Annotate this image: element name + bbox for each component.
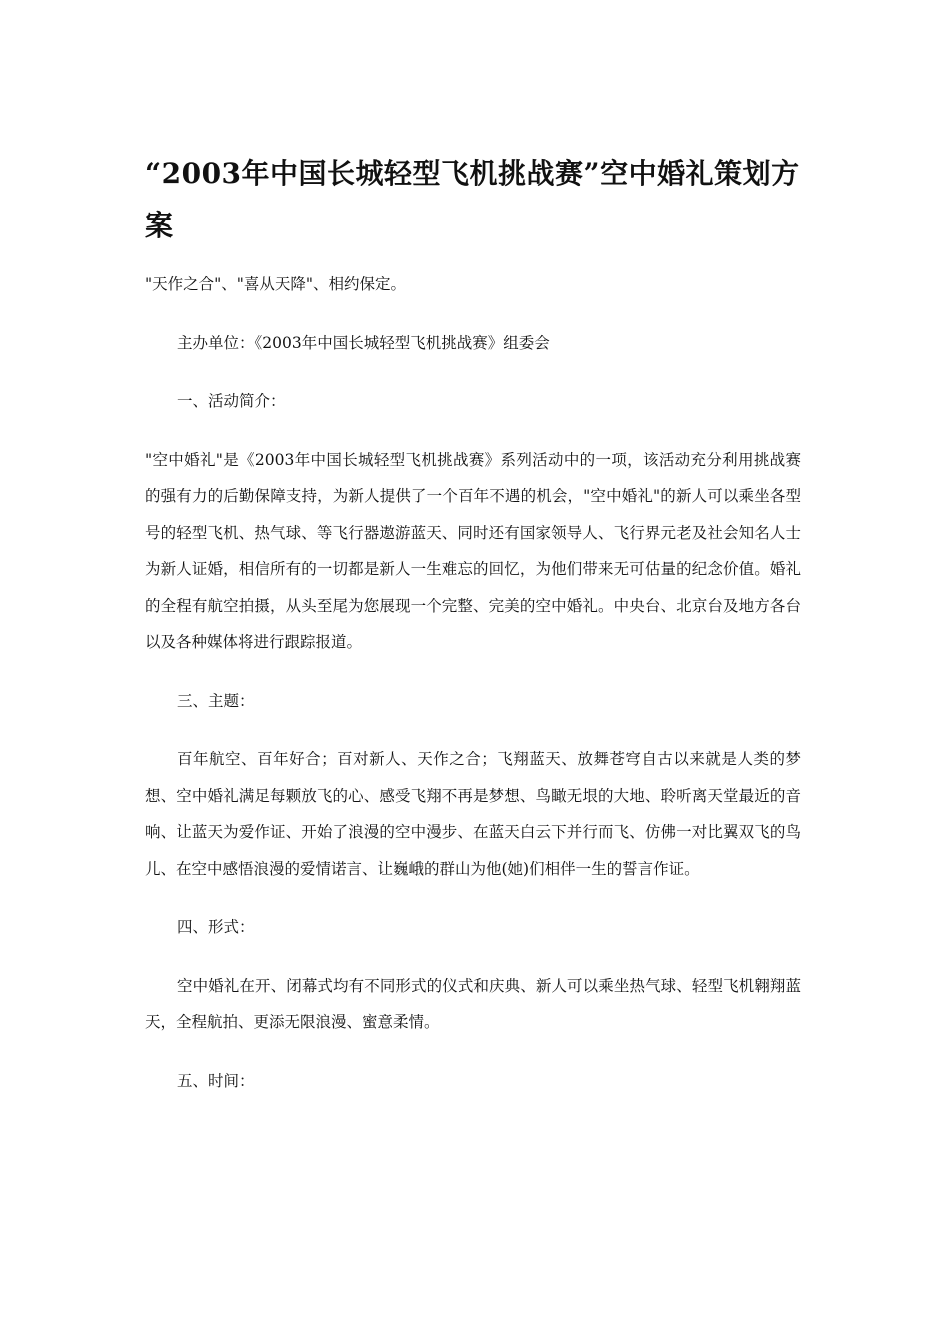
section-heading-intro: 一、活动简介： bbox=[177, 392, 286, 410]
intro-paragraph: "空中婚礼"是《2003年中国长城轻型飞机挑战赛》系列活动中的一项，该活动充分利用挑战赛的强有力的后勤保障支持，为新人提供了一个百年不遇的机会，"空中婚礼"的新人可以乘坐各型号的轻型飞机、热气球、等飞行器遨游蓝天、同时还有国家领导人、飞行界元老及社会知名人士为新人证婚，相信所有的一切都是新人一生难忘的回忆，为他们带来无可估量的纪念价值。婚礼的全程有航空拍摄，从头至尾为您展现一个完整、完美的空中婚礼。中央台、北京台及地方各台以及各种媒体将进行跟踪报道。 bbox=[145, 450, 801, 651]
section-heading-time: 五、时间： bbox=[177, 1071, 255, 1090]
organizer-paragraph: 主办单位：《2003年中国长城轻型飞机挑战赛》组委会 bbox=[177, 333, 550, 352]
section-heading-theme: 三、主题： bbox=[177, 691, 255, 710]
document-title: “2003年中国长城轻型飞机挑战赛”空中婚礼策划方案 bbox=[145, 157, 800, 242]
section-heading-format: 四、形式： bbox=[177, 918, 255, 936]
document-page bbox=[145, 148, 801, 1121]
theme-paragraph: 百年航空、百年好合；百对新人、天作之合；飞翔蓝天、放舞苍穹自古以来就是人类的梦想、空中婚礼满足每颗放飞的心、感受飞翔不再是梦想、鸟瞰无垠的大地、聆听离天堂最近的音响、让蓝天为爱作证、开始了浪漫的空中漫步、在蓝天白云下并行而飞、仿佛一对比翼双飞的鸟儿、在空中感悟浪漫的爱情诺言、让巍峨的群山为他(她)们相伴一生的誓言作证。 bbox=[145, 750, 801, 878]
format-paragraph: 空中婚礼在开、闭幕式均有不同形式的仪式和庆典、新人可以乘坐热气球、轻型飞机翱翔蓝天，全程航拍、更添无限浪漫、蜜意柔情。 bbox=[145, 976, 801, 1031]
slogan-paragraph: "天作之合"、"喜从天降"、相约保定。 bbox=[145, 275, 407, 293]
